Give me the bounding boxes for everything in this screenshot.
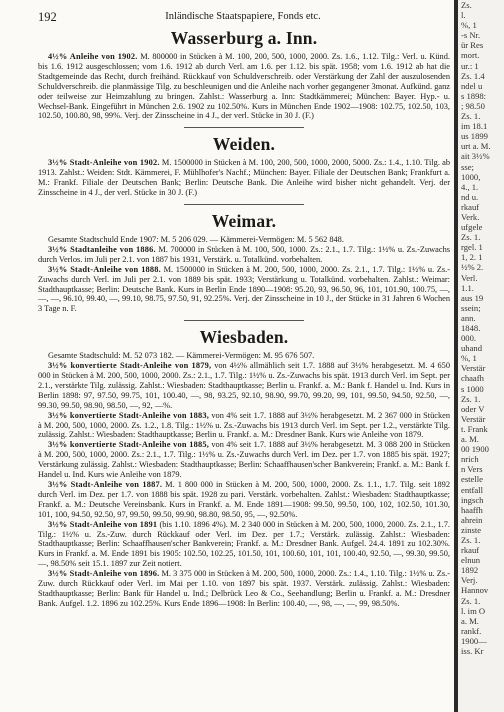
bond-entry [38, 440, 450, 480]
bond-title: 3½% konvertierte Stadt-Anleihe von 1879, [48, 361, 212, 371]
bond-entry [38, 245, 450, 265]
adjacent-page-line: a. M. [461, 615, 479, 626]
bond-title: 4½% Anleihe von 1902. [48, 52, 138, 61]
adjacent-page-line: Zs. 1.4 [461, 70, 485, 81]
adjacent-page-line: 1, 2. 1 [461, 252, 483, 263]
adjacent-page-line: haaffh [461, 504, 483, 515]
adjacent-page-line: %, 1 [461, 20, 477, 31]
bond-title: 3½% Stadt-Anleihe von 1902. [48, 158, 160, 168]
bond-title: 3½% Stadt-Anleihe von 1887. [48, 480, 163, 489]
adjacent-page-line: mort. [461, 50, 480, 61]
adjacent-page-line: Zs. 1. [461, 111, 481, 122]
adjacent-page-line: ur.: 1 [461, 60, 479, 71]
bond-text: M. 700000 in Stücken à M. 100, 500, 1000. Zs.: 2.1., 1.7. Tilg.: 1½% u. Zs.-Zuwachs durch Verlos. im Juli per 2.1. von 1887 bis 1931, Verstärk. u. Totalkünd. vorbehalten. [38, 244, 450, 264]
adjacent-page-line: t. Frank [461, 423, 488, 434]
adjacent-page-line: 1892 [461, 565, 479, 576]
adjacent-page-line: estelle [461, 474, 483, 485]
adjacent-page-line: Hannov [461, 585, 489, 596]
bond-text: M. 800000 in Stücken à M. 100, 200, 500, 1000, 2000. Zs. 1.6., 1.12. Tilg.: Verl. u. Künd. bis 1.6. 1912 ausgeschlossen; vom 1.6. 1912 ab durch Verl. am 1.6. per 1.12. bis spät. 1958; vom 1.6. 1912 ab hat die Stadtgemeinde das Recht, durch freihänd. Rückkauf von Schuldverschreib. oder Verstärkung der Zahl der auszulosenden Schuldverschreib. die planmässige Tilg. zu beschleunigen und die Anleihe nach vorher gegangener 3monat. Aufkünd. ganz oder teilweise zur Heimzahlung zu bringen. Zahlst.: Wasserburg a. Inn: Stadtkämmerei; München: Bayer. Hyp.- u. Wechsel-Bank. Eingeführt in München 2.6. 1902 zu 102.50%. Kurs in München Ende 1902—1908: 102.75, 102.50, 103, 102.50, 100.80, 98, 99%. Verj. der Zinsscheine in 4 J., der verl. Stücke in 30 J. (F.) [38, 52, 450, 121]
section-title-wiesbaden: Wiesbaden. [199, 327, 289, 348]
adjacent-page-line: aus 19 [461, 292, 484, 303]
adjacent-page-line: 1848. [461, 323, 481, 333]
adjacent-page-line: elnun [461, 555, 481, 566]
bond-entry [38, 569, 450, 609]
adjacent-page-line: n Vers [461, 464, 483, 475]
bond-entry [38, 480, 450, 520]
section-title-weiden: Weiden. [212, 134, 276, 155]
adjacent-page-line: l. [461, 10, 466, 21]
text-column [38, 28, 450, 609]
adjacent-page-line: ür Res [461, 40, 484, 51]
adjacent-page-line: us 1899 [461, 131, 488, 142]
bond-entry [38, 52, 450, 121]
adjacent-page-line: 1.1. [461, 282, 474, 293]
bond-text: M. 1 800 000 in Stücken à M. 200, 500, 1000, 2000. Zs. 1.1., 1.7. Tilg. seit 1892 durch Verl. im Dez. per 1.7. von 1888 bis spät. 1928 zu pari. Verstärk. vorbehalten. Zahlst.: Wiesbaden: Stadthauptkasse; Frankf. a. M.: Deutsche Vereinsbank. Kurs in Frankf. a. M. Ende 1891—1908: 99.50, 99.50, 100, 102, 102.50, 101.30, 101, 100, 94.50, 92.50, 97, 99.50, 99.50, 99.90, 98.80, 98.50, 95, —, 92.50%. [38, 480, 451, 519]
adjacent-page-line: zinste [461, 524, 482, 535]
adjacent-page-line: s 1000 [461, 383, 484, 394]
adjacent-page-fragment [458, 0, 504, 712]
bond-title: 3½% konvertierte Stadt-Anleihe von 1883, [48, 410, 210, 420]
adjacent-page-line: oder V [461, 403, 485, 414]
running-title: Inländische Staatspapiere, Fonds etc. [165, 11, 321, 22]
adjacent-page-line: rgel. 1 [461, 242, 483, 253]
adjacent-page-line: 1000, [461, 171, 481, 182]
adjacent-page-line: ½% 2. [461, 262, 484, 273]
bond-entry [38, 361, 450, 411]
bond-text: von 4% seit 1.7. 1888 auf 3½% herabgesetzt. M. 3 088 200 in Stücken à M. 200, 500, 1000, 2000. Zs.: 2.1., 1.7. Tilg.: 1½% u. Zs.-Zuwachs durch Verl. im Dez. per 1.7. von 1885 bis spät. 1927; Verstärkung zulässig. Zahlst.: Wiesbaden: Stadthauptkasse; Berlin: Schaaffhausen'scher Bankverein; Frankf. a. M.: Bank f. Handel u. Ind. Kurs wie Anleihe von 1879. [38, 440, 450, 480]
section-title-wasserburg: Wasserburg a. Inn. [170, 28, 318, 48]
bond-entry [38, 520, 450, 570]
bond-title: 3½% Stadtanleihe von 1886. [48, 244, 156, 254]
bond-text: von 4½% allmählich seit 1.7. 1888 auf 3½% herabgesetzt. M. 4 650 000 in Stücken à M. 200, 500, 1000, 2000. Zs.: 2.1., 1.7. Tilg.: 1½% u. Zs.-Zuwachs bis spät. 1913 durch Verl. im Sept. per 2.1., verstärkte Tilg. zulässig. Zahlst.: Wiesbaden: Stadthauptkasse; Berlin u. Frankf. a. M.: Bank f. Handel u. Ind. Kurs in Berlin 1898: 97, 97.50, 99.75, 101, 100.40, —, 98, 93.25, 92.10, 98.90, 99.70, 99.20, 99, 101, 99.50, 94.50, 92.50, —, 99.30, 99.50, 98.90, 98.50, —, 92, —%. [38, 361, 450, 410]
adjacent-page-line: im 18.1 [461, 121, 488, 132]
section-divider [184, 320, 304, 321]
adjacent-page-line: Verstär [461, 413, 486, 424]
bond-entry [38, 158, 450, 198]
adjacent-page-line: entfall [461, 484, 483, 495]
adjacent-page-line: %, 1 [461, 353, 477, 364]
adjacent-page-line: Zs. 1. [461, 595, 481, 606]
bond-title: 3½% Stadt-Anleihe von 1896. [48, 569, 160, 579]
section-divider [184, 204, 304, 205]
bond-text: (bis 1.10. 1896 4%). M. 2 340 000 in Stücken à M. 200, 500, 1000, 2000. Zs. 2.1., 1.7. Tilg.: 1½% u. Zs.-Zuw. durch Rückkauf oder Verl. im Dez. per 1.7.; Verstärk. zulässig. Zahlst.: Wiesbaden: Stadthauptkasse; Berlin: Schaaffhausen'scher Bankverein; Frankf. a. M.: Dresdner Bank. Aufgel. 24.4. 1891 zu 102.30%. Kurs in Frankf. a. M. Ende 1891 bis 1905: 102.50, 102.25, 101.50, 101, 100.60, 101, 101, 100.40, 92.50, —, 99.30, 99.50, —, 98.50% seit 15.1. 1897 zur Zeit notiert. [38, 519, 450, 569]
adjacent-page-line: ufgele [461, 222, 483, 233]
adjacent-page-line: rkauf [461, 201, 480, 212]
bond-text: M. 1500000 in Stücken à M. 200, 500, 1000, 2000. Zs. 2.1., 1.7. Tilg.: 1½% u. Zs.-Zuwachs durch Verl. im Juli per 2.1. von 1889 bis spät. 1933; Verstärkung u. Totalkünd. vorbehalten. Zahlst.: Weimar: Stadthauptkasse; Berlin: Deutsche Bank. Kurs in Berlin Ende 1890—1908: 95.20, 93, 96.50, 96, 101, 101.90, 100.75, —, —, —, 96.10, 99.40, —, 99.10, 98.75, 97.50, 91, 92.25%. Verj. der Zinsscheine in 10 J., der Stücke in 31 Jahren 6 Wochen 3 Tage n. F. [38, 264, 450, 314]
adjacent-page-line: chaafh [461, 373, 484, 384]
adjacent-page-line: ssein; [461, 302, 481, 313]
adjacent-page-line: nd u. [461, 191, 479, 202]
page-header [38, 10, 448, 24]
city-debt-summary: Gesamte Stadtschuld: M. 52 073 182. — Kämmerei-Vermögen: M. 95 676 507. [48, 351, 315, 361]
adjacent-page-line: ndel u [461, 80, 483, 91]
bond-title: 3½% Stadt-Anleihe von 1888. [48, 264, 161, 274]
bond-entry [38, 265, 450, 315]
adjacent-page-line: urt a. M. [461, 141, 491, 152]
bond-title: 3½% Stadt-Anleihe von 1891 [48, 519, 158, 529]
adjacent-page-line: sse; [461, 161, 474, 172]
adjacent-page-line: a. M. [461, 434, 479, 445]
adjacent-page-line: -s Nr. [461, 30, 481, 41]
bond-text: M. 1500000 in Stücken à M. 100, 200, 500, 1000, 2000, 5000. Zs.: 1.4., 1.10. Tilg. ab 1913. Zahlst.: Weiden: Stdt. Kämmerei, F. Mühlhofer's Nachf.; München: Bayer. Filiale der Deutschen Bank; Frankfurt a. M.: Frankf. Filiale der Deutschen Bank; Berlin: Deutsche Bank. Die Anleihe wird bisher nicht gehandelt. Verj. der Zinsscheine in 4 J., der verl. Stücke in 30 J. (F.) [38, 158, 450, 198]
adjacent-page-line: s 1898: [461, 90, 487, 101]
adjacent-page-line: Verj. [461, 575, 478, 586]
city-debt-summary: Gesamte Stadtschuld Ende 1907: M. 5 206 029. — Kämmerei-Vermögen: M. 5 562 848. [48, 234, 344, 244]
section-divider [184, 127, 304, 128]
adjacent-page-line: nrich [461, 454, 479, 465]
adjacent-page-line: iss. Kr [461, 646, 484, 656]
adjacent-page-line: Zs. 1. [461, 534, 481, 545]
bond-text: von 4% seit 1.7. 1888 auf 3½% herabgesetzt. M. 2 367 000 in Stücken à M. 200, 500, 1000, 2000. Zs. 1.2., 1.8. Tilg.: 1½% u. Zs.-Zuwachs bis 1913 durch Verl. im Sept. per 1.2., verstärkte Tilg. zulässig. Zahlst.: Wiesbaden: Stadthauptkasse; Berlin u. Frankf. a. M.: Dresdner Bank. Kurs wie Anleihe von 1879. [38, 410, 450, 440]
section-title-weimar: Weimar. [211, 210, 277, 231]
adjacent-page-line: rkauf [461, 545, 480, 556]
adjacent-page-line: ann. [461, 312, 476, 323]
bond-text: M. 3 375 000 in Stücken à M. 200, 500, 1000, 2000. Zs.: 1.4., 1.10. Tilg.: 1½% u. Zs.-Zuw. durch Rückkauf oder Verl. im Mai per 1.10. von 1897 bis spät. 1937. Verstärk. zulässig. Zahlst.: Wiesbaden: Stadthauptkasse; Berlin: Bank für Handel u. Ind.; Delbrück Leo & Co., Seehandlung; Berlin u. Frankf. a. M.: Dresdner Bank. Aufgel. 1.2. 1896 zu 102.25%. Kurs Ende 1896—1908: In Berlin: 100.40, —, 98, —, —, 99, 98.50%. [38, 569, 451, 608]
adjacent-page-line: Zs. 1. [461, 393, 481, 404]
adjacent-page-line: 4., 1. [461, 181, 479, 192]
bond-entry [38, 411, 450, 441]
adjacent-page-line: l. im O [461, 605, 486, 616]
adjacent-page-line: Zs. [461, 0, 472, 10]
adjacent-page-line: ingsch [461, 494, 484, 505]
adjacent-page-line: Verl. [461, 272, 478, 283]
adjacent-page-line: uhand [461, 343, 483, 354]
bond-title: 3½% konvertierte Stadt-Anleihe von 1885, [48, 440, 210, 450]
adjacent-page-line: ait 3½% [461, 151, 490, 162]
adjacent-page-line: 000. [461, 333, 477, 344]
adjacent-page-line: ; 98.50 [461, 100, 485, 111]
adjacent-page-line: Zs. 1. [461, 232, 481, 243]
adjacent-page-line: 00 1900 [461, 444, 489, 455]
page-number: 192 [38, 10, 57, 24]
adjacent-page-line: 1900— [461, 635, 487, 646]
adjacent-page-line: Verstär [461, 363, 486, 374]
adjacent-page-line: Verk. [461, 211, 480, 222]
adjacent-page-line: ahrein [461, 514, 483, 525]
adjacent-page-line: rankf. [461, 625, 482, 636]
